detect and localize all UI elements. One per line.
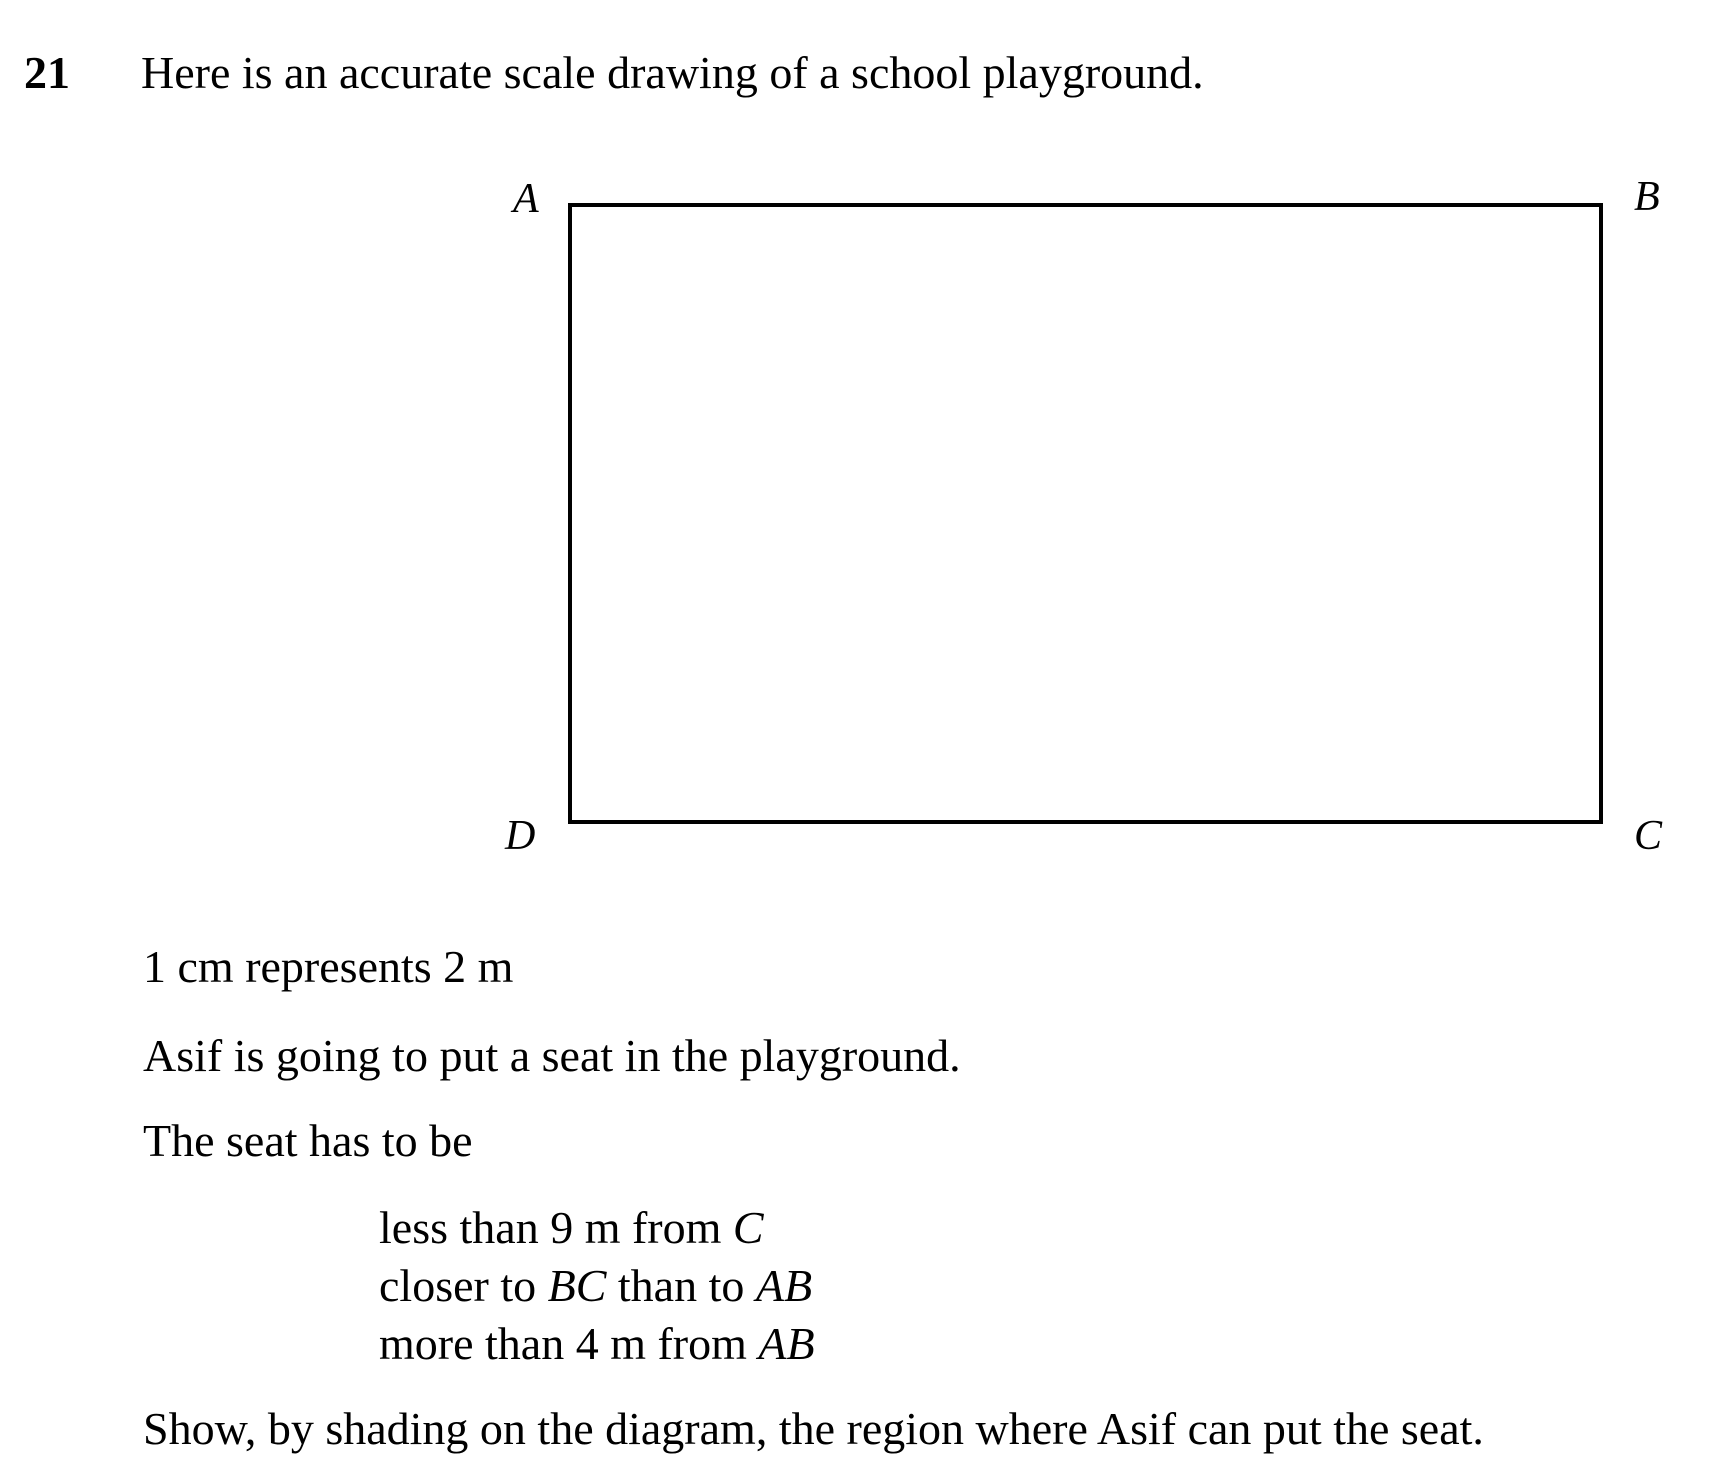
vertex-label-a: A [513, 176, 539, 222]
playground-rectangle[interactable] [568, 203, 1603, 824]
conditions-heading: The seat has to be [143, 1115, 473, 1166]
condition-3-text: more than 4 m from [379, 1318, 759, 1369]
seat-statement: Asif is going to put a seat in the playground. [143, 1030, 961, 1081]
condition-3-line: AB [758, 1318, 815, 1369]
vertex-label-c: C [1634, 813, 1663, 859]
question-intro: Here is an accurate scale drawing of a school playground. [141, 47, 1204, 98]
condition-2 [379, 1260, 813, 1311]
condition-2-mid-text: than to [606, 1260, 756, 1311]
question-number: 21 [24, 47, 70, 98]
condition-1-text: less than 9 m from [379, 1202, 733, 1253]
condition-3 [379, 1318, 815, 1369]
vertex-label-d: D [505, 813, 536, 859]
scale-statement: 1 cm represents 2 m [143, 941, 514, 992]
condition-2-line-1: BC [547, 1260, 607, 1311]
condition-1-point: C [732, 1202, 764, 1253]
shading-instruction: Show, by shading on the diagram, the region where Asif can put the seat. [143, 1403, 1484, 1454]
condition-1 [379, 1202, 764, 1253]
condition-2-line-2: AB [755, 1260, 813, 1311]
vertex-label-b: B [1634, 174, 1660, 220]
condition-2-text: closer to [379, 1260, 548, 1311]
